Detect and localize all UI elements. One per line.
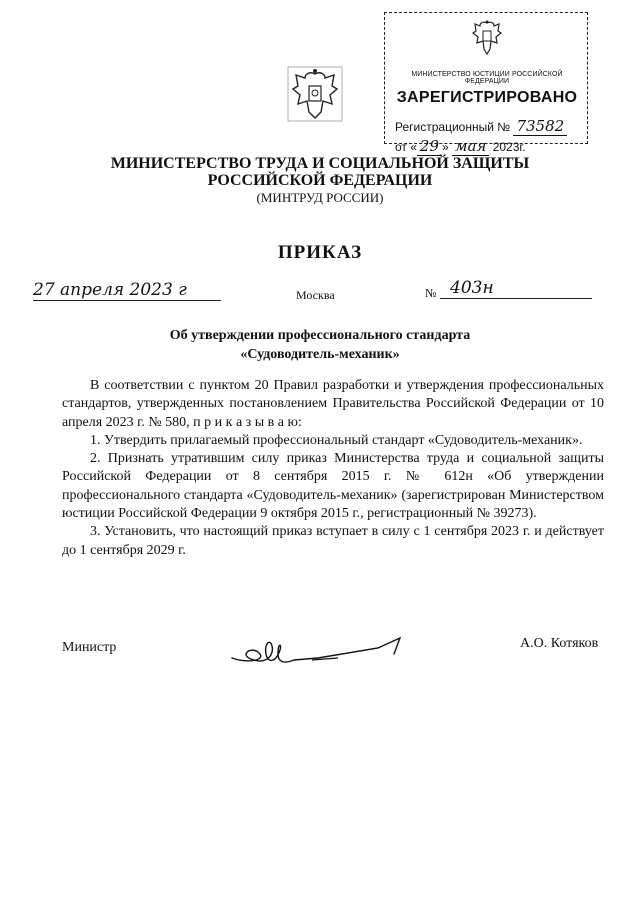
order-body [62,377,604,560]
order-date: 27 апреля 2023 г [33,280,221,301]
body-paragraph-1: 1. Утвердить прилагаемый профессиональный стандарт «Судоводитель-механик». [90,432,583,448]
order-title: ПРИКАЗ [277,242,363,263]
order-subject [60,326,580,364]
signature-image [228,624,408,674]
subject-line2: «Судоводитель-механик» [240,347,400,362]
coat-of-arms-icon [287,66,343,122]
stamp-ministry-name: МИНИСТЕРСТВО ЮСТИЦИИ РОССИЙСКОЙ ФЕДЕРАЦИИ [411,71,563,85]
ministry-short-name: (МИНТРУД РОССИИ) [256,190,384,205]
order-number-label: № [425,286,437,300]
ministry-name-line1: МИНИСТЕРСТВО ТРУДА И СОЦИАЛЬНОЙ ЗАЩИТЫ [110,155,530,172]
order-city: Москва [296,288,335,302]
subject-line1: Об утверждении профессионального стандарта [169,328,471,343]
order-number: 403н [440,278,592,299]
ministry-header [40,155,600,206]
stamp-date-line: от « 29 » мая 2023г. [395,137,526,155]
body-paragraph-preamble: В соответствии с пунктом 20 Правил разработки и утверждения профессиональных стандартов, утвержденных постановлением Правительства Российской Федерации от 10 апреля 2023 г. № 580, п р и к а з ы в а ю: [62,378,604,430]
stamp-date-prefix: от [395,140,407,154]
ministry-name-line2: РОССИЙСКОЙ ФЕДЕРАЦИИ [207,172,433,189]
stamp-date-month: мая [452,137,489,156]
stamp-reg-number-label: Регистрационный № [395,120,511,134]
stamp-date-year: 2023 [492,140,520,154]
signer-title: Министр [62,640,117,655]
body-paragraph-2: 2. Признать утратившим силу приказ Министерства труда и социальной защиты Российской Федерации от 8 сентября 2015 г. № 612н «Об утверждении профессионального стандарта «Судоводитель-механик» (зарегистрирован Министерством юстиции Российской Федерации 9 октября 2015 г., регистрационный № 39273). [62,451,604,522]
coat-of-arms-icon [471,19,503,57]
stamp-reg-number: 73582 [513,117,567,136]
stamp-date-day: 29 [417,137,442,156]
signer-name: А.О. Котяков [520,636,599,651]
stamp-registered-label: ЗАРЕГИСТРИРОВАНО [396,89,578,106]
stamp-date-suffix: г. [519,140,526,154]
registration-stamp [384,12,588,155]
body-paragraph-3: 3. Установить, что настоящий приказ вступает в силу с 1 сентября 2023 г. и действует до 1 сентября 2029 г. [62,524,604,558]
stamp-reg-number-line [395,117,567,135]
